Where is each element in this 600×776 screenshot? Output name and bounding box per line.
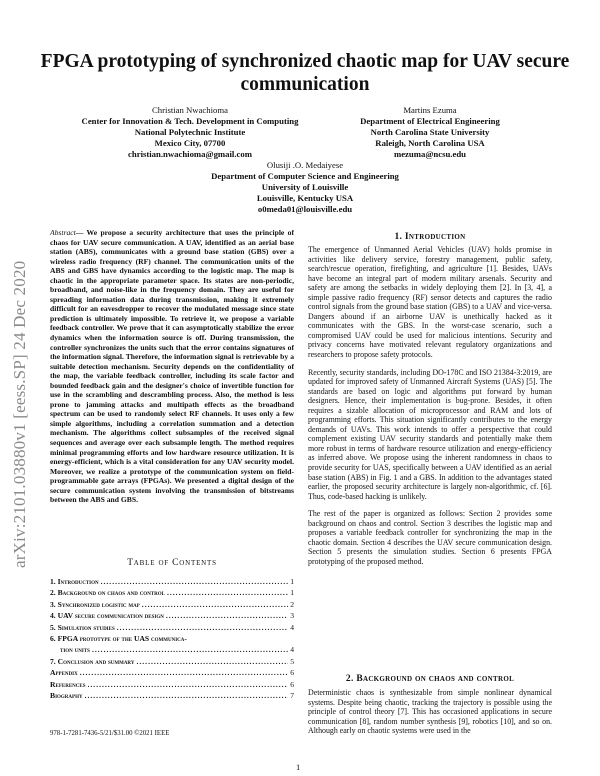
paragraph: Recently, security standards, including DO-178C and ISO 21384-3:2019, are updated for improved safety of Unmanned Aircraft Systems (UAS) [5]. The standards are based on logic and algorithms put forward by human designers. Hence, their implementation is bug-prone. Besides, it often requires a sizable allocation of microprocessor and RAM and lots of programming efforts. This situation significantly contributes to the energy demands of UAVs. This work intends to offer a perspective that could complement existing UAV security standards and potentially make them more robust in terms of hardware resource utilization and energy-efficiency as inferred above. We propose using the inherent randomness in chaos to provide security for UAS, specifically between a UAV identified as an aerial base station (ABS) in Fig. 1 and a GBS. In addition to the advantages stated earlier, the proposed security architecture is largely non-algorithmic, cf. [6]. Thus, code-based hacking is unlikely.: [308, 367, 552, 501]
author-block-3: [190, 160, 420, 215]
paper-title: FPGA prototyping of synchronized chaotic map for UAV secure communication: [40, 51, 570, 95]
abstract: [50, 228, 294, 505]
toc-entry[interactable]: 1. Introduction ..... 1: [50, 576, 294, 587]
section-heading-background: 2. Background on chaos and control: [345, 674, 515, 684]
toc-entry[interactable]: 6. FPGA prototype of the UAS communica-: [50, 634, 187, 644]
author-affiliation: Department of Electrical Engineering: [360, 116, 500, 126]
paragraph: The emergence of Unmanned Aerial Vehicles (UAV) holds promise in activities like delivery service, forestry management, public safety, search/rescue operation, firefighting, and agriculture [1]. Besides, UAVs have become an integral part of modern military arsenals. Security and safety are among the setbacks in widely deploying them [2]. In [3, 4], a simple passive radio frequency (RF) sensor detects and captures the radio control signals from the ground base station (GBS) to a UAV and vice-versa. Dangers abound if an airborne UAV is unethically hacked as it communicates with the GBS. In the worst-case scenario, such a compromised UAV could be used for malicious intentions. Security and privacy concerns have motivated relevant regulatory organizations and researchers to propose safety protocols.: [308, 245, 552, 360]
background-body: [308, 688, 552, 744]
author-email: o0meda01@louisville.edu: [257, 204, 353, 214]
page-number: 1: [296, 762, 301, 772]
author-affiliation: Department of Computer Science and Engineering: [211, 171, 399, 181]
toc-entry[interactable]: 2. Background on chaos and control ..... 1: [50, 587, 294, 598]
toc-entry[interactable]: Biography ..... 7: [50, 690, 294, 701]
table-of-contents: [50, 576, 294, 701]
author-name: Olusiji .O. Medaiyese: [266, 160, 344, 170]
author-affiliation: Raleigh, North Carolina USA: [375, 138, 485, 148]
author-email: christian.nwachioma@gmail.com: [128, 149, 252, 159]
author-name: Martins Ezuma: [403, 105, 457, 115]
toc-entry[interactable]: 5. Simulation studies ..... 4: [50, 622, 294, 633]
author-affiliation: North Carolina State University: [370, 127, 490, 137]
author-affiliation: Center for Innovation & Tech. Development in Computing: [81, 116, 299, 126]
paragraph: The rest of the paper is organized as follows: Section 2 provides some background on chaos and control. Section 3 describes the logistic map and proposes a variable feedback controller for synchronizing the map in the chaotic domain. Section 4 describes the UAV secure communication design. Section 5 presents the simulation studies. Section 6 presents FPGA prototyping of the proposed method.: [308, 509, 552, 566]
toc-entry[interactable]: Appendix ..... 6: [50, 667, 294, 678]
abstract-label: Abstract: [50, 228, 76, 237]
author-name: Christian Nwachioma: [152, 105, 228, 115]
paragraph: Deterministic chaos is synthesizable from simple nonlinear dynamical systems. Despite being chaotic, tracking the trajectory is possible using the principle of control theory [7]. This has occasioned applications in secure communication [8], random number synthesis [9], robotics [10], and so on. Although early on chaotic systems were used in the: [308, 688, 552, 736]
toc-entry[interactable]: 3. Synchronized logistic map ..... 2: [50, 599, 294, 610]
section-heading-introduction: 1. Introduction: [394, 232, 466, 242]
copyright-footnote: 978-1-7281-7436-5/21/$31.00 ©2021 IEEE: [50, 730, 170, 737]
toc-title: Table of Contents: [127, 558, 217, 568]
abstract-text: — We propose a security architecture that uses the principle of chaos for UAV secure communication. A UAV, identified as an aerial base station (ABS), communicates with a ground base station (GBS) over a wireless radio frequency (RF) channel. The communication units of the ABS and GBS have dynamics according to the logistic map. The map is chaotic in the appropriate parameter space. Its states are non-periodic, broadband, and noise-like in the frequency domain. They are useful for spreading information data during transmission, making it extremely difficult for an eavesdropper to recover the modulated message since state prediction is ultimately impossible. To retrieve it, we propose a variable feedback controller. We prove that it can asymptotically stabilize the error dynamics when the information source is off. During transmission, the controller synchronizes the units such that the error contains signatures of the information signal. Therefore, the information signal is retrievable by a suitable detection mechanism. Security depends on the confidentiality of the map, the variable feedback controller, including its scale factor and bounded feedback gain and the designer's choice of invertible function for use in the scrambling and descrambling process. Also, the method is less prone to jamming attacks and multipath effects as the broadband spectrum can be used to randomly select RF channels. It uses only a few simple algorithms, including a correlation summation and a detection mechanism. The algorithms collect subsamples of the received signal sequences and average over each subsample length. The method requires minimal programming efforts and low hardware resource utilization. It is energy-efficient, which is a vital consideration for any UAV security model. Moreover, we realize a prototype of the communication system on field-programmable gate arrays (FPGAs). We presented a digital design of the secure communication system involving the transmission of bitstreams between the ABS and GBS.: [50, 228, 294, 505]
toc-entry[interactable]: 7. Conclusion and summary ..... 5: [50, 656, 294, 667]
author-affiliation: Louisville, Kentucky USA: [256, 193, 354, 203]
toc-entry[interactable]: References ..... 6: [50, 679, 294, 690]
author-affiliation: Mexico City, 07700: [154, 138, 226, 148]
author-affiliation: University of Louisville: [261, 182, 349, 192]
author-block-1: [80, 105, 300, 160]
toc-entry-continued[interactable]: tion units ..... 4: [50, 644, 294, 655]
author-affiliation: National Polytechnic Institute: [134, 127, 246, 137]
arxiv-identifier: arXiv:2101.03880v1 [eess.SP] 24 Dec 2020: [10, 260, 29, 568]
toc-entry[interactable]: 4. UAV secure communication design ..... 3: [50, 610, 294, 621]
author-email: mezuma@ncsu.edu: [393, 149, 467, 159]
introduction-body: [308, 245, 552, 575]
author-block-2: [330, 105, 530, 160]
